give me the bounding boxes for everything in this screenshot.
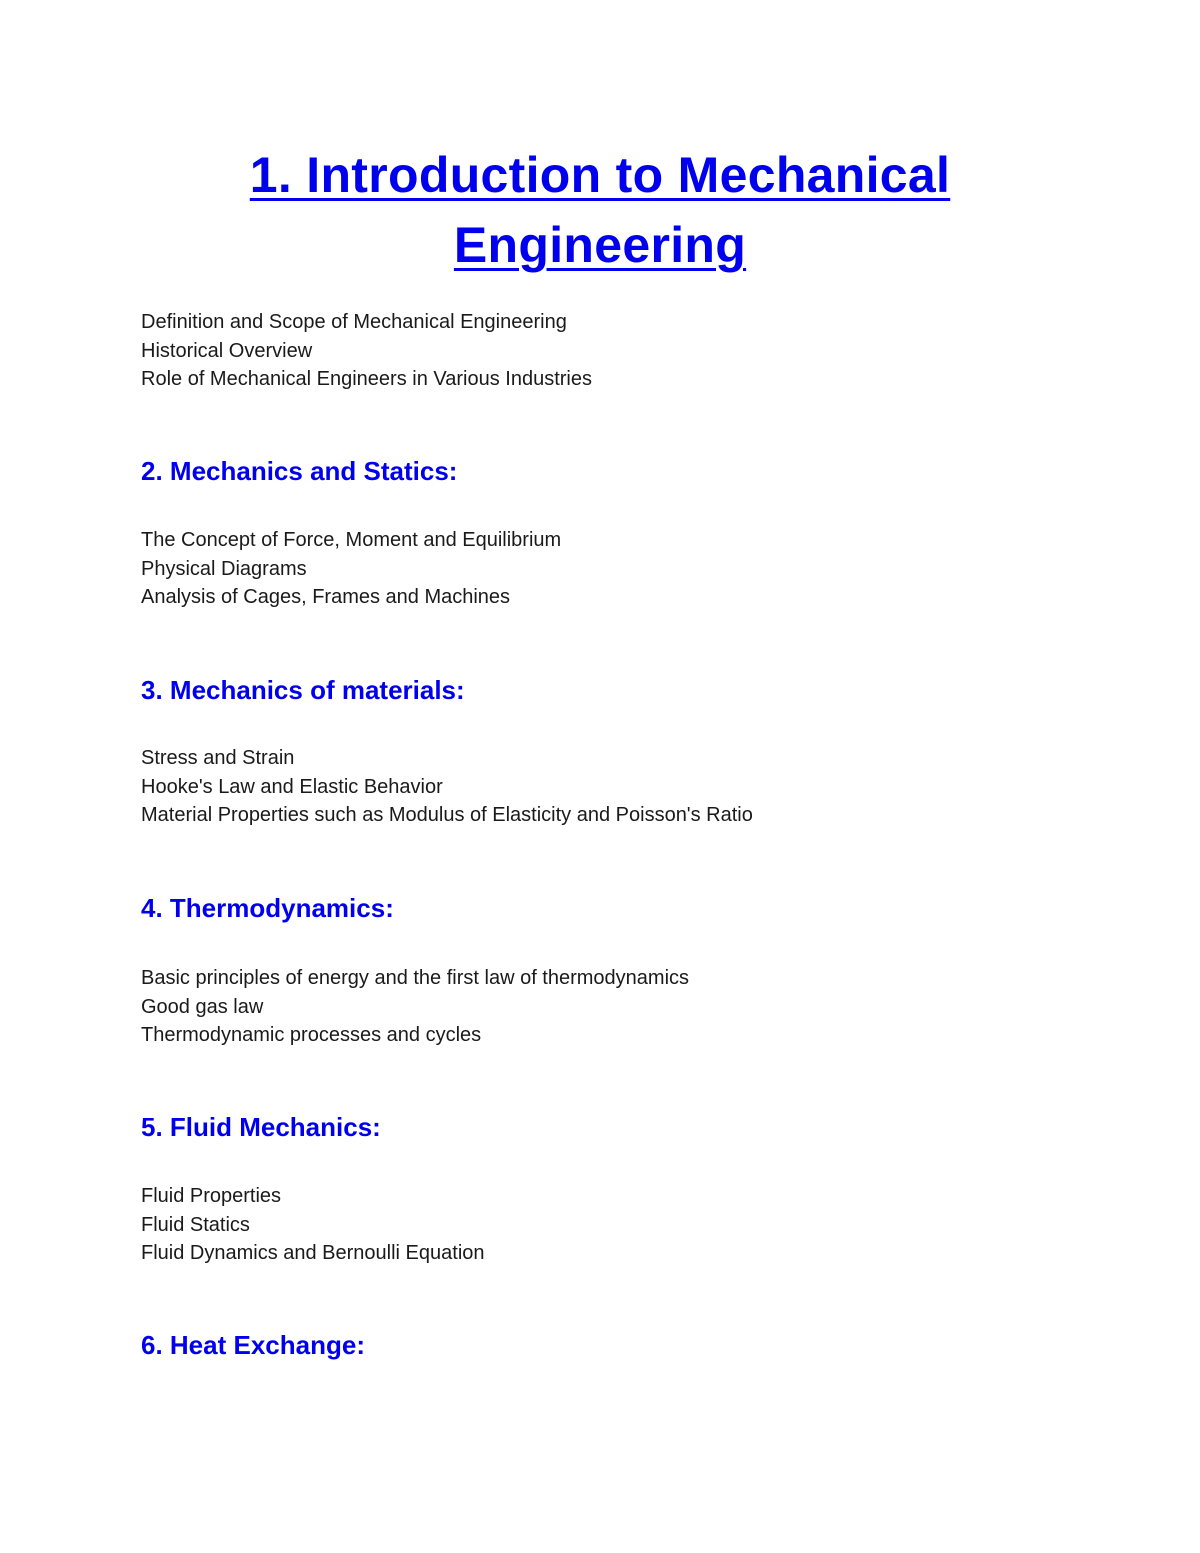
intro-topic-list	[141, 308, 1041, 394]
section-heading: 3. Mechanics of materials:	[141, 675, 465, 705]
list-item: Stress and Strain	[141, 747, 295, 769]
list-item: Material Properties such as Modulus of Elasticity and Poisson's Ratio	[141, 804, 753, 826]
section-heading: 2. Mechanics and Statics:	[141, 456, 458, 486]
list-item: Historical Overview	[141, 339, 313, 362]
section-mechanics-and-statics	[141, 456, 1041, 612]
section-items	[141, 744, 1041, 830]
section-heading: 5. Fluid Mechanics:	[141, 1112, 381, 1142]
list-item: Hooke's Law and Elastic Behavior	[141, 775, 443, 798]
page-title-line-1[interactable]: 1. Introduction to Mechanical	[249, 147, 951, 203]
intro-items	[141, 308, 1041, 394]
list-item: Analysis of Cages, Frames and Machines	[141, 586, 511, 608]
list-item: Fluid Properties	[141, 1185, 282, 1207]
list-item: Basic principles of energy and the first law of thermodynamics	[141, 967, 690, 989]
list-item: Good gas law	[141, 995, 264, 1018]
section-heading: 6. Heat Exchange:	[141, 1330, 365, 1360]
list-item: Thermodynamic processes and cycles	[141, 1024, 482, 1046]
list-item: Physical Diagrams	[141, 557, 307, 580]
page-title[interactable]	[140, 140, 1060, 280]
section-heading: 4. Thermodynamics:	[141, 893, 394, 923]
list-item: The Concept of Force, Moment and Equilibrium	[141, 529, 562, 551]
list-item: Definition and Scope of Mechanical Engineering	[141, 311, 567, 333]
section-items	[141, 526, 1041, 612]
section-heat-exchange	[141, 1330, 1041, 1360]
section-thermodynamics	[141, 893, 1041, 1050]
section-mechanics-of-materials	[141, 675, 1041, 830]
section-items	[141, 1182, 1041, 1268]
list-item: Role of Mechanical Engineers in Various Industries	[141, 368, 592, 390]
section-fluid-mechanics	[141, 1112, 1041, 1268]
list-item: Fluid Dynamics and Bernoulli Equation	[141, 1242, 485, 1264]
section-items	[141, 964, 1041, 1050]
list-item: Fluid Statics	[141, 1213, 250, 1236]
page-title-line-2[interactable]: Engineering	[453, 217, 747, 273]
